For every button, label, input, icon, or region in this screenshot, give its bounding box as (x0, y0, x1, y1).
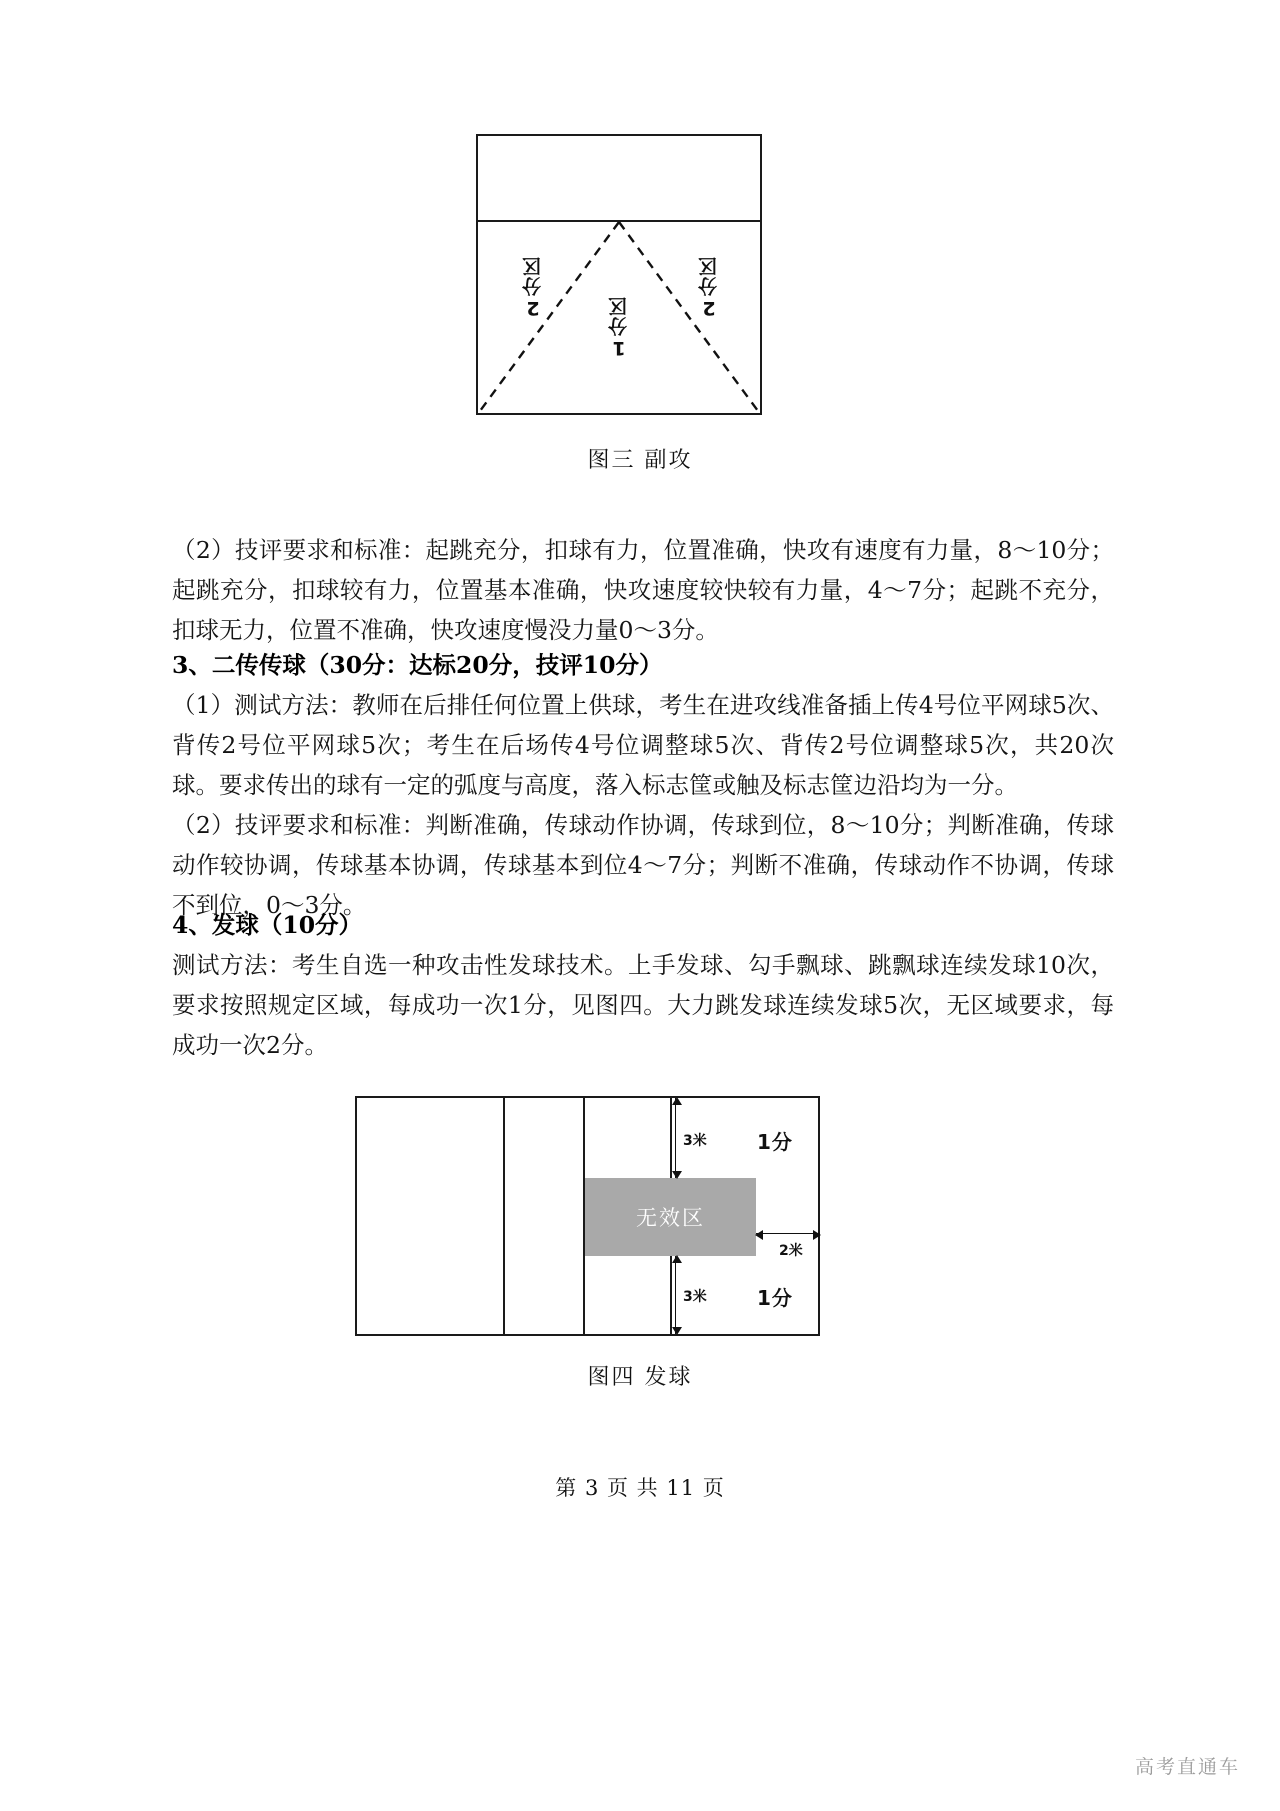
section-heading-serve: 4、发球（10分） (172, 911, 363, 939)
figure-3-caption: 图三 副攻 (587, 448, 693, 473)
triangle-right-edge (619, 222, 758, 411)
score-label-top: 1分 (757, 1130, 793, 1154)
figure-3-diagram (476, 134, 762, 415)
page-footer: 第 3 页 共 11 页 (555, 1476, 725, 1500)
watermark-text: 高考直通车 (1134, 1756, 1240, 1778)
dead-zone-block: 无效区 (585, 1178, 756, 1256)
court-divider-1 (503, 1096, 505, 1336)
figure-4-diagram (355, 1096, 820, 1336)
setting-criteria-paragraph: （2）技评要求和标准：判断准确，传球动作协调，传球到位，8～10分；判断准确，传球动作较协调，传球基本协调，传球基本到位4～7分；判断不准确，传球动作不协调，传球不到位，0～3分。 (172, 811, 1114, 919)
serve-method-paragraph: 测试方法：考生自选一种攻击性发球技术。上手发球、勾手飘球、跳飘球连续发球10次，要求按照规定区域，每成功一次1分，见图四。大力跳发球连续发球5次，无区域要求，每成功一次2分。 (172, 951, 1114, 1059)
zone-label-left: 2分区 (522, 256, 544, 319)
zone-label-center: 1分区 (608, 296, 630, 359)
dimension-label-top: 3米 (683, 1133, 707, 1149)
score-label-bottom: 1分 (757, 1286, 793, 1310)
dimension-arrow-right (756, 1233, 820, 1234)
figure-4-caption: 图四 发球 (587, 1365, 693, 1390)
triangle-left-edge (480, 222, 619, 411)
dimension-label-right: 2米 (779, 1243, 803, 1259)
dimension-arrow-top (675, 1098, 676, 1178)
dimension-label-bottom: 3米 (683, 1289, 707, 1305)
section-heading-setting: 3、二传传球（30分：达标20分，技评10分） (172, 651, 663, 679)
zone-label-right: 2分区 (698, 256, 720, 319)
spike-criteria-paragraph: （2）技评要求和标准：起跳充分，扣球有力，位置准确，快攻有速度有力量，8～10分；起跳充分，扣球较有力，位置基本准确，快攻速度较快较有力量，4～7分；起跳不充分，扣球无力，位置不准确，快攻速度慢没力量0～3分。 (172, 536, 1114, 644)
dimension-arrow-bottom (675, 1256, 676, 1334)
setting-method-paragraph: （1）测试方法：教师在后排任何位置上供球，考生在进攻线准备插上传4号位平网球5次、背传2号位平网球5次；考生在后场传4号位调整球5次、背传2号位调整球5次，共20次球。要求传出的球有一定的弧度与高度，落入标志筐或触及标志筐边沿均为一分。 (172, 691, 1114, 799)
